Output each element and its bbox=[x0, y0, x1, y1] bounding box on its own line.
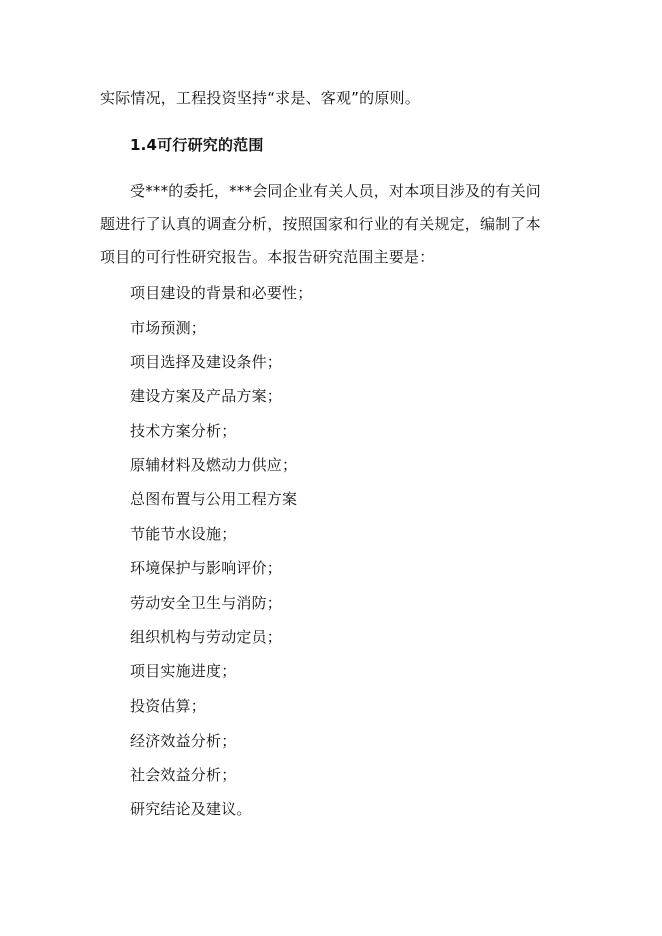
scope-item: 项目建设的背景和必要性； bbox=[130, 284, 313, 302]
intro-line: 实际情况，工程投资坚持“求是、客观”的原则。 bbox=[100, 89, 420, 107]
scope-item: 组织机构与劳动定员； bbox=[130, 628, 283, 646]
scope-item: 节能节水设施； bbox=[130, 525, 237, 543]
scope-item: 原辅材料及燃动力供应； bbox=[130, 456, 298, 474]
scope-item: 投资估算； bbox=[130, 697, 207, 715]
paragraph-line: 受***的委托，***会同企业有关人员，对本项目涉及的有关问 bbox=[130, 182, 542, 200]
scope-item: 市场预测； bbox=[130, 319, 207, 337]
scope-item: 建设方案及产品方案； bbox=[130, 387, 283, 405]
scope-item: 经济效益分析； bbox=[130, 732, 237, 750]
scope-item: 劳动安全卫生与消防； bbox=[130, 594, 283, 612]
scope-item: 社会效益分析； bbox=[130, 766, 237, 784]
paragraph-line: 题进行了认真的调查分析，按照国家和行业的有关规定，编制了本 bbox=[100, 215, 541, 233]
scope-item: 项目选择及建设条件； bbox=[130, 353, 283, 371]
scope-item: 总图布置与公用工程方案 bbox=[130, 490, 298, 508]
scope-item: 环境保护与影响评价； bbox=[130, 559, 283, 577]
scope-item: 研究结论及建议。 bbox=[130, 800, 252, 818]
scope-item: 项目实施进度； bbox=[130, 662, 237, 680]
section-heading: 1.4可行研究的范围 bbox=[130, 136, 264, 154]
scope-item: 技术方案分析； bbox=[130, 422, 237, 440]
paragraph-line: 项目的可行性研究报告。本报告研究范围主要是： bbox=[100, 248, 435, 266]
